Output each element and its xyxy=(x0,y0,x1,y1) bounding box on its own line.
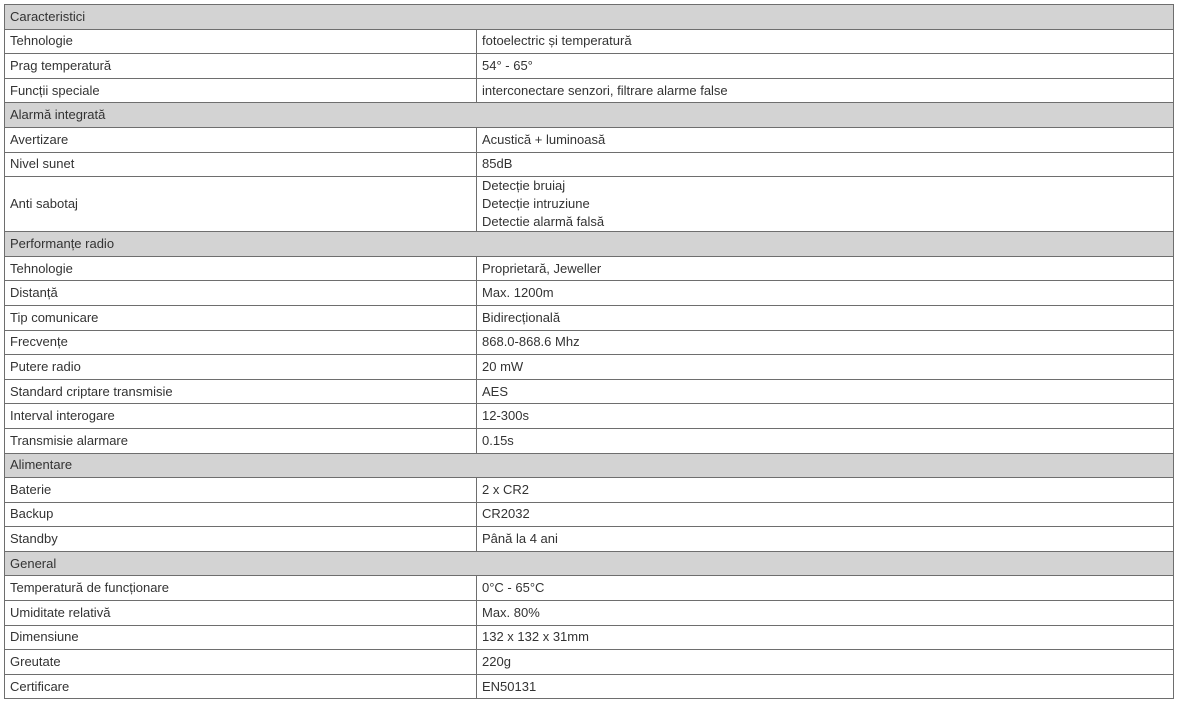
section-title: Performanțe radio xyxy=(5,232,1174,257)
table-row xyxy=(5,674,1174,699)
section-header-row xyxy=(5,453,1174,478)
table-row xyxy=(5,29,1174,54)
spec-label: Dimensiune xyxy=(5,625,477,650)
spec-label: Interval interogare xyxy=(5,404,477,429)
spec-value: Proprietară, Jeweller xyxy=(477,256,1174,281)
spec-value: Bidirecțională xyxy=(477,305,1174,330)
spec-label: Baterie xyxy=(5,478,477,503)
spec-label: Standard criptare transmisie xyxy=(5,379,477,404)
spec-value: EN50131 xyxy=(477,674,1174,699)
section-title: Alimentare xyxy=(5,453,1174,478)
table-row xyxy=(5,355,1174,380)
spec-label: Tehnologie xyxy=(5,29,477,54)
spec-value: 0.15s xyxy=(477,428,1174,453)
spec-label: Nivel sunet xyxy=(5,152,477,177)
table-row xyxy=(5,625,1174,650)
spec-label: Putere radio xyxy=(5,355,477,380)
spec-value-multiline xyxy=(477,177,1174,232)
spec-label: Backup xyxy=(5,502,477,527)
spec-label: Tip comunicare xyxy=(5,305,477,330)
spec-value: fotoelectric și temperatură xyxy=(477,29,1174,54)
table-row xyxy=(5,379,1174,404)
table-row xyxy=(5,576,1174,601)
table-row xyxy=(5,305,1174,330)
table-row xyxy=(5,54,1174,79)
spec-value-line: Detecție intruziune xyxy=(482,196,590,212)
spec-value: 12-300s xyxy=(477,404,1174,429)
spec-value: AES xyxy=(477,379,1174,404)
spec-label: Standby xyxy=(5,527,477,552)
spec-label: Anti sabotaj xyxy=(5,177,477,232)
spec-value: CR2032 xyxy=(477,502,1174,527)
spec-label: Certificare xyxy=(5,674,477,699)
spec-value: 85dB xyxy=(477,152,1174,177)
spec-value: 20 mW xyxy=(477,355,1174,380)
spec-value-line: Detecție bruiaj xyxy=(482,178,566,194)
spec-label: Transmisie alarmare xyxy=(5,428,477,453)
section-header-row xyxy=(5,551,1174,576)
section-title: Alarmă integrată xyxy=(5,103,1174,128)
spec-value: 132 x 132 x 31mm xyxy=(477,625,1174,650)
section-header-row xyxy=(5,232,1174,257)
spec-value: Acustică + luminoasă xyxy=(477,127,1174,152)
spec-value: Până la 4 ani xyxy=(477,527,1174,552)
spec-value: Max. 1200m xyxy=(477,281,1174,306)
spec-value: 0°C - 65°C xyxy=(477,576,1174,601)
spec-value: Max. 80% xyxy=(477,601,1174,626)
table-row xyxy=(5,650,1174,675)
table-row xyxy=(5,404,1174,429)
section-header-row xyxy=(5,103,1174,128)
table-row xyxy=(5,478,1174,503)
spec-label: Tehnologie xyxy=(5,256,477,281)
spec-value: interconectare senzori, filtrare alarme false xyxy=(477,78,1174,103)
spec-label: Funcții speciale xyxy=(5,78,477,103)
table-row xyxy=(5,177,1174,232)
table-row xyxy=(5,256,1174,281)
table-row xyxy=(5,601,1174,626)
spec-value: 2 x CR2 xyxy=(477,478,1174,503)
section-title: Caracteristici xyxy=(5,5,1174,30)
spec-value: 868.0-868.6 Mhz xyxy=(477,330,1174,355)
spec-value: 54° - 65° xyxy=(477,54,1174,79)
table-row xyxy=(5,428,1174,453)
table-row xyxy=(5,502,1174,527)
spec-value-line: Detectie alarmă falsă xyxy=(482,214,605,230)
table-row xyxy=(5,527,1174,552)
table-row xyxy=(5,127,1174,152)
spec-label: Greutate xyxy=(5,650,477,675)
specifications-table xyxy=(4,4,1174,699)
spec-label: Frecvențe xyxy=(5,330,477,355)
spec-label: Umiditate relativă xyxy=(5,601,477,626)
table-row xyxy=(5,152,1174,177)
table-row xyxy=(5,330,1174,355)
table-row xyxy=(5,78,1174,103)
table-row xyxy=(5,281,1174,306)
spec-label: Prag temperatură xyxy=(5,54,477,79)
section-title: General xyxy=(5,551,1174,576)
spec-label: Temperatură de funcționare xyxy=(5,576,477,601)
spec-value: 220g xyxy=(477,650,1174,675)
section-header-row xyxy=(5,5,1174,30)
spec-label: Distanță xyxy=(5,281,477,306)
spec-label: Avertizare xyxy=(5,127,477,152)
